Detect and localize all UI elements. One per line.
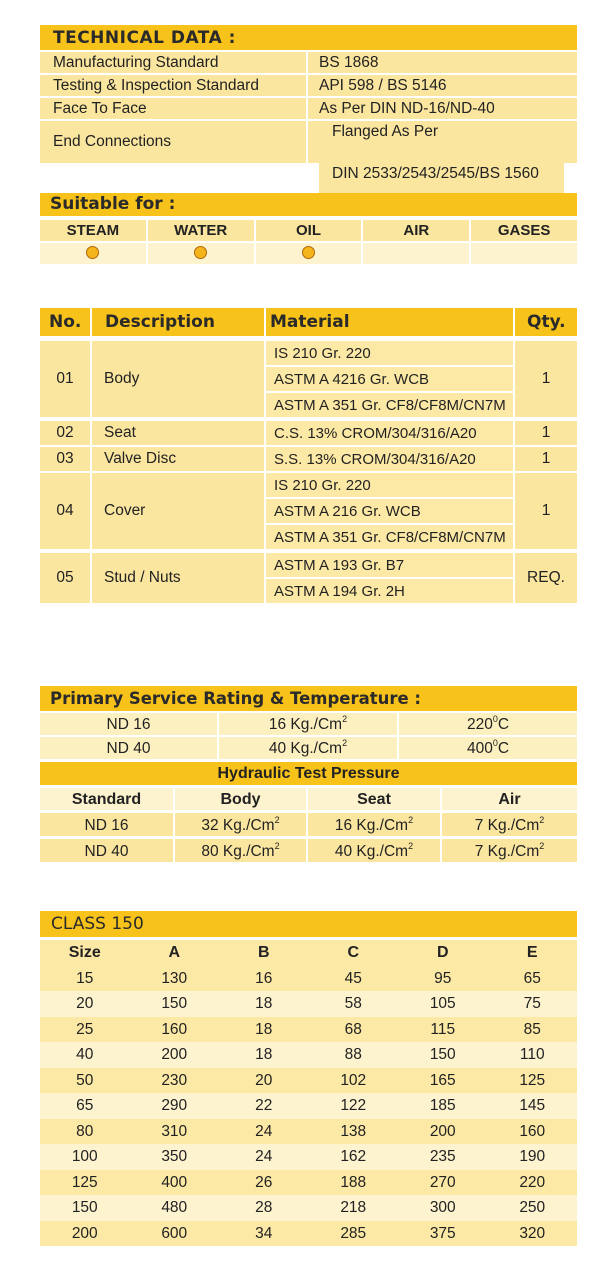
table-cell: 200 (71, 1224, 98, 1242)
table-cell: 85 (523, 1020, 541, 1038)
table-row (40, 1221, 577, 1247)
table-cell: 160 (161, 1020, 188, 1038)
table-cell: 24 (255, 1122, 273, 1140)
table-cell: 18 (255, 995, 273, 1012)
dimensions-header: D (436, 944, 449, 961)
table-cell: 320 (519, 1224, 546, 1242)
media-indicator-cell (256, 243, 362, 264)
header-description: Description (92, 308, 264, 336)
table-cell: 68 (344, 1020, 362, 1038)
tech-row (40, 52, 577, 73)
suitable-media-grid (40, 220, 577, 264)
table-cell: 200 (161, 1046, 188, 1063)
table-cell: 110 (519, 1046, 545, 1063)
tech-value-line: DIN 2533/2543/2545/BS 1560 (319, 164, 564, 206)
table-cell: 28 (255, 1199, 273, 1216)
part-qty: 1 (515, 341, 577, 417)
hydraulic-header: Standard (40, 788, 173, 810)
dimensions-table (40, 940, 577, 1246)
part-material: ASTM A 351 Gr. CF8/CF8M/CN7M (266, 393, 513, 417)
table-row (40, 1144, 577, 1170)
table-cell: 480 (161, 1199, 188, 1216)
table-cell: 310 (161, 1122, 188, 1140)
part-number: 01 (40, 341, 90, 417)
suitable-for-title: Suitable for : (40, 193, 577, 216)
media-column (148, 220, 254, 264)
rating-temperature: $220^0C$ (399, 713, 577, 735)
materials-section (40, 308, 577, 600)
hydraulic-row (40, 813, 577, 836)
table-row (40, 1093, 577, 1119)
media-column (40, 220, 146, 264)
table-cell: 34 (255, 1224, 273, 1242)
table-cell: 165 (429, 1071, 456, 1089)
table-cell: 150 (429, 1046, 456, 1063)
table-cell: 80 (76, 1122, 94, 1140)
dimensions-header: B (257, 944, 270, 961)
media-label: STEAM (40, 220, 146, 241)
part-number: 05 (40, 553, 90, 603)
tech-value-line: Flanged As Per (319, 122, 564, 164)
table-cell: 25 (76, 1020, 94, 1038)
technical-data-title: TECHNICAL DATA : (40, 25, 577, 50)
table-cell: 188 (340, 1173, 367, 1191)
media-label: OIL (256, 220, 362, 241)
table-cell: 600 (161, 1224, 188, 1242)
table-row (40, 1068, 577, 1094)
table-cell: 285 (340, 1224, 367, 1242)
tech-row (40, 121, 577, 182)
table-cell: 18 (255, 1020, 273, 1038)
media-indicator-cell (471, 243, 577, 264)
part-qty: 1 (515, 421, 577, 445)
part-material: S.S. 13% CROM/304/316/A20 (266, 447, 513, 471)
suitable-dot-icon (86, 246, 99, 259)
media-indicator-cell (363, 243, 469, 264)
rating-row (40, 737, 577, 759)
hydraulic-cell: 32 Kg./Cm$^2$ (175, 813, 306, 836)
table-cell: 26 (255, 1173, 273, 1191)
part-material: ASTM A 351 Gr. CF8/CF8M/CN7M (266, 525, 513, 549)
tech-label: Manufacturing Standard (40, 52, 306, 73)
table-row (40, 1195, 577, 1221)
table-cell: 115 (430, 1020, 456, 1038)
part-description: Seat (92, 421, 264, 445)
dimensions-header-row (40, 940, 577, 966)
table-cell: 250 (519, 1199, 546, 1216)
table-cell: 100 (71, 1148, 98, 1165)
part-qty: 1 (515, 473, 577, 549)
suitable-for-section (40, 193, 577, 264)
table-row (40, 1119, 577, 1145)
tech-value (308, 121, 577, 182)
media-label: WATER (148, 220, 254, 241)
media-label: AIR (363, 220, 469, 241)
part-description: Body (92, 341, 264, 417)
table-cell: 20 (76, 995, 94, 1012)
table-cell: 105 (429, 995, 456, 1012)
dimensions-header: C (347, 944, 360, 961)
table-row (40, 1170, 577, 1196)
table-cell: 24 (255, 1148, 273, 1165)
part-description: Valve Disc (92, 447, 264, 471)
rating-temperature: $400^0C$ (399, 737, 577, 759)
dimensions-header: E (526, 944, 538, 961)
table-cell: 65 (76, 1097, 94, 1114)
table-row (40, 1042, 577, 1068)
part-material: ASTM A 216 Gr. WCB (266, 499, 513, 523)
header-material: Material (266, 308, 513, 336)
media-indicator-cell (148, 243, 254, 264)
media-column (256, 220, 362, 264)
table-cell: 190 (519, 1148, 546, 1165)
hydraulic-cell: 7 Kg./Cm$^2$ (442, 813, 577, 836)
part-material: C.S. 13% CROM/304/316/A20 (266, 421, 513, 445)
hydraulic-test-title: Hydraulic Test Pressure (40, 762, 577, 785)
tech-row (40, 75, 577, 96)
part-description: Cover (92, 473, 264, 549)
hydraulic-row (40, 839, 577, 862)
hydraulic-header: Air (442, 788, 577, 810)
table-cell: 125 (71, 1173, 98, 1191)
part-qty: REQ. (515, 553, 577, 603)
table-cell: 400 (161, 1173, 188, 1191)
table-cell: 220 (519, 1173, 546, 1191)
hydraulic-cell: ND 40 (40, 839, 173, 862)
table-cell: 16 (255, 969, 273, 987)
table-cell: 138 (340, 1122, 367, 1140)
part-number: 03 (40, 447, 90, 471)
table-cell: 45 (344, 969, 362, 987)
table-cell: 102 (340, 1071, 367, 1089)
part-material: ASTM A 193 Gr. B7 (266, 553, 513, 577)
part-material: IS 210 Gr. 220 (266, 473, 513, 497)
tech-label: Face To Face (40, 98, 306, 119)
table-cell: 122 (340, 1097, 367, 1114)
rating-row (40, 713, 577, 735)
table-cell: 75 (523, 995, 541, 1012)
tech-value: BS 1868 (308, 52, 577, 73)
table-cell: 145 (519, 1097, 546, 1114)
table-cell: 160 (519, 1122, 546, 1140)
hydraulic-cell: 7 Kg./Cm$^2$ (442, 839, 577, 862)
rating-pressure: 40 Kg./Cm$^2$ (219, 737, 397, 759)
tech-value: As Per DIN ND-16/ND-40 (308, 98, 577, 119)
table-cell: 15 (76, 969, 94, 987)
dimensions-header: Size (68, 944, 101, 961)
rating-class: ND 40 (40, 737, 217, 759)
suitable-dot-icon (302, 246, 315, 259)
service-rating-section (40, 686, 577, 862)
table-cell: 350 (161, 1148, 188, 1165)
part-material: IS 210 Gr. 220 (266, 341, 513, 365)
media-label: GASES (471, 220, 577, 241)
media-column (471, 220, 577, 264)
suitable-dot-icon (194, 246, 207, 259)
table-cell: 185 (429, 1097, 456, 1114)
table-cell: 200 (429, 1122, 456, 1140)
table-cell: 300 (429, 1199, 456, 1216)
part-material: ASTM A 4216 Gr. WCB (266, 367, 513, 391)
part-number: 02 (40, 421, 90, 445)
hydraulic-cell: 40 Kg./Cm$^2$ (308, 839, 440, 862)
table-cell: 88 (344, 1046, 362, 1063)
table-cell: 95 (434, 969, 452, 987)
table-cell: 18 (255, 1046, 273, 1063)
media-column (363, 220, 469, 264)
header-qty: Qty. (515, 308, 577, 336)
materials-table (40, 308, 577, 600)
table-cell: 162 (340, 1148, 367, 1165)
part-description: Stud / Nuts (92, 553, 264, 603)
table-cell: 375 (429, 1224, 456, 1242)
tech-label: Testing & Inspection Standard (40, 75, 306, 96)
technical-data-section (40, 25, 577, 182)
service-rating-title: Primary Service Rating & Temperature : (40, 686, 577, 711)
hydraulic-header: Body (175, 788, 306, 810)
table-cell: 150 (161, 995, 188, 1012)
table-cell: 290 (161, 1097, 188, 1114)
part-number: 04 (40, 473, 90, 549)
table-cell: 130 (161, 969, 188, 987)
table-cell: 50 (76, 1071, 94, 1089)
hydraulic-cell: 80 Kg./Cm$^2$ (175, 839, 306, 862)
table-row (40, 991, 577, 1017)
hydraulic-header: Seat (308, 788, 440, 810)
dimensions-header: A (168, 944, 181, 961)
table-cell: 20 (255, 1071, 273, 1089)
rating-pressure: 16 Kg./Cm$^2$ (219, 713, 397, 735)
table-cell: 150 (71, 1199, 98, 1216)
table-cell: 58 (344, 995, 362, 1012)
hydraulic-cell: ND 16 (40, 813, 173, 836)
table-row (40, 1017, 577, 1043)
part-qty: 1 (515, 447, 577, 471)
class-150-section (40, 911, 577, 1246)
table-cell: 22 (255, 1097, 273, 1114)
tech-row (40, 98, 577, 119)
tech-label: End Connections (40, 121, 306, 163)
table-cell: 125 (519, 1071, 546, 1089)
table-cell: 235 (429, 1148, 456, 1165)
class-150-title: CLASS 150 (40, 911, 577, 937)
table-cell: 65 (523, 969, 541, 987)
table-cell: 218 (340, 1199, 367, 1216)
table-row (40, 966, 577, 992)
hydraulic-header-row (40, 788, 577, 810)
hydraulic-cell: 16 Kg./Cm$^2$ (308, 813, 440, 836)
table-cell: 230 (161, 1071, 188, 1089)
table-cell: 40 (76, 1046, 94, 1063)
header-no: No. (40, 308, 90, 336)
table-cell: 270 (429, 1173, 456, 1191)
rating-class: ND 16 (40, 713, 217, 735)
tech-value: API 598 / BS 5146 (308, 75, 577, 96)
part-material: ASTM A 194 Gr. 2H (266, 579, 513, 603)
media-indicator-cell (40, 243, 146, 264)
